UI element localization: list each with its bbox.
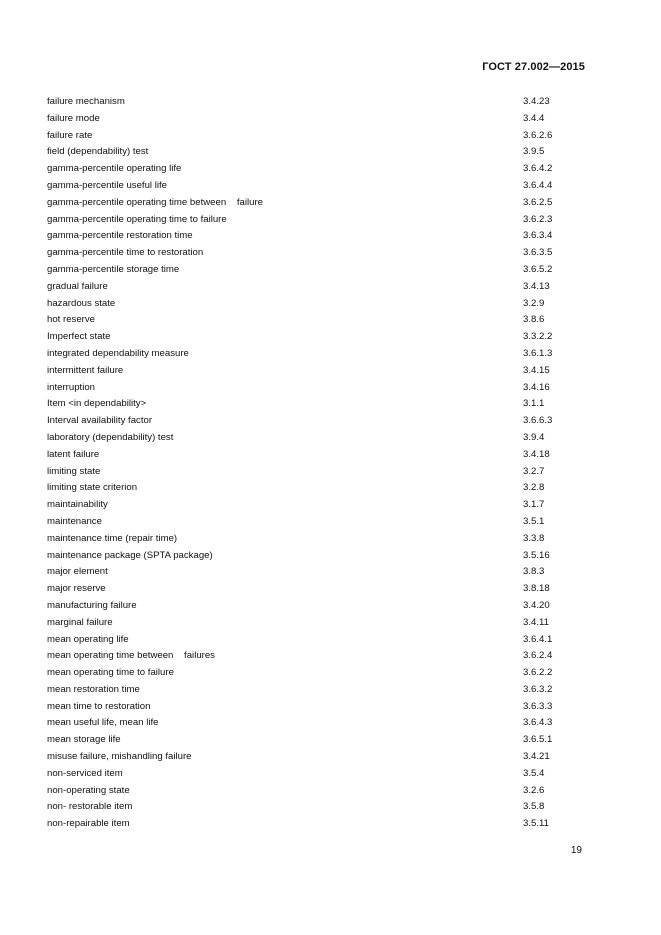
index-reference: 3.3.2.2	[523, 331, 553, 343]
index-entry	[47, 665, 587, 682]
index-reference: 3.1.1	[523, 398, 545, 410]
page-number: 19	[570, 845, 582, 856]
index-entry	[47, 195, 587, 212]
index-term: failure mechanism	[47, 96, 125, 107]
document-header	[482, 61, 585, 73]
index-term: non-repairable item	[47, 818, 130, 830]
index-reference: 3.6.2.5	[523, 196, 553, 208]
index-term: latent failure	[47, 448, 100, 460]
index-entry	[47, 363, 587, 380]
index-term: gamma-percentile operating time between failure	[47, 196, 263, 208]
index-entry	[47, 514, 587, 531]
index-reference: 3.8.18	[523, 583, 550, 595]
index-term: mean storage life	[47, 734, 121, 746]
index-reference: 3.6.6.3	[523, 415, 553, 427]
index-term: non-serviced item	[47, 767, 123, 779]
index-reference: 3.4.18	[523, 448, 550, 460]
index-entry	[47, 783, 587, 800]
index-term: misuse failure, mishandling failure	[47, 751, 192, 763]
index-entry	[47, 128, 587, 145]
index-reference: 3.4.4	[523, 112, 545, 124]
index-entry	[47, 581, 587, 598]
index-reference: 3.2.9	[523, 297, 545, 309]
index-entry	[47, 598, 587, 615]
index-reference: 3.6.2.3	[523, 213, 553, 225]
index-reference: 3.6.2.4	[523, 650, 553, 662]
index-term: gamma-percentile time to restoration	[47, 247, 204, 259]
index-term: mean operating time between failures	[47, 650, 215, 662]
index-term: Item <in dependability>	[47, 398, 147, 410]
index-entry	[47, 245, 587, 262]
index-reference: 3.5.11	[523, 818, 549, 830]
index-reference: 3.6.4.1	[523, 633, 553, 645]
index-entry	[47, 228, 587, 245]
index-term: major reserve	[47, 583, 106, 595]
index-entry	[47, 430, 587, 447]
index-entry	[47, 212, 587, 229]
index-entry	[47, 346, 587, 363]
index-reference: 3.4.21	[523, 751, 550, 763]
index-entry	[47, 615, 587, 632]
index-entry	[47, 464, 587, 481]
index-reference: 3.5.4	[523, 767, 545, 779]
index-term: field (dependability) test	[47, 146, 149, 158]
index-reference: 3.8.3	[523, 566, 545, 578]
index-term: gamma-percentile useful life	[47, 179, 167, 191]
index-reference: 3.8.6	[523, 314, 545, 326]
standard-code: ГОСТ 27.002—2015	[482, 61, 585, 73]
index-entry	[47, 816, 587, 833]
index-reference: 3.4.11	[523, 616, 549, 628]
index-term: maintenance	[47, 515, 102, 527]
index-reference: 3.6.3.3	[523, 700, 553, 712]
index-entry	[47, 447, 587, 464]
index-reference: 3.4.20	[523, 599, 550, 611]
index-term: integrated dependability measure	[47, 347, 189, 359]
index-term: gamma-percentile restoration time	[47, 230, 193, 242]
index-reference: 3.4.13	[523, 280, 550, 292]
index-entry	[47, 715, 587, 732]
index-reference: 3.6.3.2	[523, 683, 553, 695]
index-entry	[47, 531, 587, 548]
index-term: non-operating state	[47, 784, 130, 796]
index-entry	[47, 648, 587, 665]
index-reference: 3.5.1	[523, 515, 545, 527]
index-entry	[47, 296, 587, 313]
index-term: Interval availability factor	[47, 415, 153, 427]
index-entry	[47, 329, 587, 346]
index-term: failure rate	[47, 129, 93, 141]
index-entry	[47, 682, 587, 699]
index-reference: 3.9.5	[523, 146, 545, 158]
index-reference: 3.3.8	[523, 532, 545, 544]
index-entry	[47, 312, 587, 329]
index-term: interruption	[47, 381, 95, 393]
index-reference: 3.6.4.4	[523, 179, 553, 191]
index-term: mean operating life	[47, 633, 129, 645]
index-term: gamma-percentile operating life	[47, 163, 182, 175]
index-term: Imperfect state	[47, 331, 111, 343]
index-entry	[47, 548, 587, 565]
index-term: marginal failure	[47, 616, 113, 628]
index-reference: 3.6.4.3	[523, 717, 553, 729]
index-term: maintainability	[47, 499, 108, 511]
index-term: gradual failure	[47, 280, 108, 292]
index-reference: 3.5.16	[523, 549, 550, 561]
index-entry	[47, 749, 587, 766]
index-reference: 3.6.2.2	[523, 667, 553, 679]
index-term: manufacturing failure	[47, 599, 137, 611]
index-term: failure mode	[47, 112, 100, 124]
index-reference: 3.6.4.2	[523, 163, 553, 175]
index-entry	[47, 766, 587, 783]
index-term: gamma-percentile storage time	[47, 263, 180, 275]
index-reference: 3.6.3.5	[523, 247, 553, 259]
index-reference: 3.6.5.1	[523, 734, 553, 746]
index-reference: 3.2.6	[523, 784, 545, 796]
index-reference: 3.4.23	[523, 96, 550, 107]
index-entry	[47, 262, 587, 279]
index-entry	[47, 380, 587, 397]
index-entry	[47, 178, 587, 195]
index-term: hazardous state	[47, 297, 116, 309]
index-entry	[47, 732, 587, 749]
index-term: maintenance package (SPTA package)	[47, 549, 213, 561]
index-entry	[47, 144, 587, 161]
index-reference: 3.4.16	[523, 381, 550, 393]
index-entry	[47, 564, 587, 581]
index-reference: 3.4.15	[523, 364, 550, 376]
index-entry	[47, 632, 587, 649]
index-entry	[47, 413, 587, 430]
index-term: intermittent failure	[47, 364, 124, 376]
index-term: mean time to restoration	[47, 700, 151, 712]
index-reference: 3.1.7	[523, 499, 545, 511]
index-entry	[47, 799, 587, 816]
index-reference: 3.6.1.3	[523, 347, 553, 359]
index-reference: 3.2.7	[523, 465, 545, 477]
index-entry	[47, 111, 587, 128]
index-entry	[47, 161, 587, 178]
index-reference: 3.6.3.4	[523, 230, 553, 242]
index-reference: 3.6.2.6	[523, 129, 553, 141]
index-term: limiting state	[47, 465, 101, 477]
index-entry	[47, 480, 587, 497]
index-reference: 3.2.8	[523, 482, 545, 494]
index-term: non- restorable item	[47, 801, 133, 813]
index-entry	[47, 699, 587, 716]
term-index-list	[47, 94, 587, 833]
index-entry	[47, 94, 587, 111]
index-term: gamma-percentile operating time to failure	[47, 213, 227, 225]
index-reference: 3.9.4	[523, 431, 545, 443]
index-term: limiting state criterion	[47, 482, 138, 494]
index-term: mean restoration time	[47, 683, 140, 695]
index-entry	[47, 497, 587, 514]
index-entry	[47, 396, 587, 413]
index-reference: 3.6.5.2	[523, 263, 553, 275]
index-term: maintenance time (repair time)	[47, 532, 178, 544]
index-term: laboratory (dependability) test	[47, 431, 174, 443]
index-term: mean operating time to failure	[47, 667, 174, 679]
index-term: major element	[47, 566, 108, 578]
index-entry	[47, 279, 587, 296]
index-term: mean useful life, mean life	[47, 717, 159, 729]
index-reference: 3.5.8	[523, 801, 545, 813]
index-term: hot reserve	[47, 314, 95, 326]
